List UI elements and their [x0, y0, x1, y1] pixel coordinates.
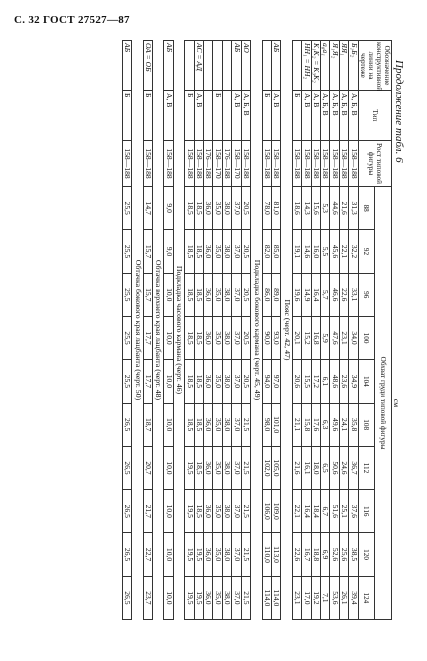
header-type: Тип: [358, 91, 391, 141]
value-cell: 20,5: [241, 316, 250, 359]
value-cell: 26,1: [339, 576, 348, 619]
value-cell: 25,6: [339, 533, 348, 576]
value-cell: 17,7: [143, 360, 152, 403]
value-cell: 25,5: [122, 316, 131, 359]
value-cell: 37,0: [232, 446, 241, 489]
figure-type-cell: А, В: [302, 91, 311, 141]
table-row: [271, 41, 280, 620]
value-cell: 78,0: [262, 187, 271, 230]
line-designation-cell: a₀a₁: [320, 41, 329, 91]
value-cell: 15,8: [302, 403, 311, 446]
value-cell: 37,0: [232, 403, 241, 446]
value-cell: 9,0: [164, 230, 173, 273]
value-cell: 21,5: [241, 576, 250, 619]
value-cell: 22,1: [339, 230, 348, 273]
size-header-100: 100: [358, 316, 375, 359]
value-cell: 15,7: [143, 273, 152, 316]
value-cell: 18,5: [194, 187, 203, 230]
section-title: Обтачка бокового края лацбанта (черт. 50): [132, 41, 143, 620]
value-cell: 106,0: [262, 490, 271, 533]
value-cell: 35,0: [213, 403, 222, 446]
height-range-cell: 158—188: [311, 141, 320, 187]
line-designation-cell: [204, 41, 213, 91]
value-cell: 26,5: [122, 533, 131, 576]
line-designation-cell: [222, 41, 231, 91]
value-cell: 18,5: [194, 316, 203, 359]
value-cell: 36,0: [204, 230, 213, 273]
height-range-cell: 158—188: [185, 141, 194, 187]
value-cell: 45,6: [330, 230, 339, 273]
value-cell: 34,0: [349, 316, 358, 359]
value-cell: 18,5: [185, 187, 194, 230]
table-row: [292, 41, 301, 620]
value-cell: 35,8: [349, 403, 358, 446]
value-cell: 26,5: [122, 403, 131, 446]
figure-type-cell: Б: [262, 91, 271, 141]
value-cell: 16,7: [302, 533, 311, 576]
value-cell: 25,5: [122, 273, 131, 316]
value-cell: 10,0: [164, 446, 173, 489]
section-title: Пояс (черт. 42, 47): [281, 41, 292, 620]
line-designation-cell: АС = АД: [194, 41, 203, 91]
value-cell: 19,1: [292, 230, 301, 273]
value-cell: 16,0: [311, 230, 320, 273]
table-row: [241, 41, 250, 620]
value-cell: 97,0: [271, 360, 280, 403]
value-cell: 20,5: [241, 273, 250, 316]
figure-type-cell: А, Б, В: [330, 91, 339, 141]
value-cell: 21,6: [292, 446, 301, 489]
value-cell: 31,3: [349, 187, 358, 230]
figure-type-cell: А, В: [164, 91, 173, 141]
line-designation-cell: К₁К₂ = К₃К₂: [311, 41, 320, 91]
value-cell: 25,5: [122, 230, 131, 273]
table-row: [302, 41, 311, 620]
value-cell: 18,5: [185, 316, 194, 359]
value-cell: 10,0: [164, 273, 173, 316]
table-row: [122, 41, 131, 620]
table-row: [232, 41, 241, 620]
height-range-cell: 158—188: [292, 141, 301, 187]
section-title: Подкладка бокового кармана (черт. 45, 49): [251, 41, 262, 620]
value-cell: 18,5: [194, 446, 203, 489]
value-cell: 18,5: [185, 360, 194, 403]
size-header-112: 112: [358, 446, 375, 489]
value-cell: 38,0: [222, 533, 231, 576]
line-designation-cell: [185, 41, 194, 91]
size-header-124: 124: [358, 576, 375, 619]
value-cell: 10,0: [164, 490, 173, 533]
value-cell: 114,0: [262, 576, 271, 619]
value-cell: 21,7: [143, 490, 152, 533]
value-cell: 24,1: [339, 403, 348, 446]
value-cell: 10,0: [164, 403, 173, 446]
height-range-cell: 158—188: [143, 141, 152, 187]
value-cell: 15,6: [311, 187, 320, 230]
value-cell: 18,5: [185, 403, 194, 446]
value-cell: 37,0: [232, 316, 241, 359]
value-cell: 36,0: [204, 360, 213, 403]
value-cell: 37,0: [232, 187, 241, 230]
figure-type-cell: [204, 91, 213, 141]
value-cell: 37,0: [232, 230, 241, 273]
measurements-table: [122, 40, 400, 620]
line-designation-cell: [262, 41, 271, 91]
value-cell: 36,0: [204, 533, 213, 576]
value-cell: 6,7: [320, 490, 329, 533]
height-range-cell: 158—188: [194, 141, 203, 187]
value-cell: 18,5: [185, 273, 194, 316]
value-cell: 18,0: [311, 446, 320, 489]
value-cell: 23,1: [339, 316, 348, 359]
value-cell: 18,5: [194, 273, 203, 316]
value-cell: 18,5: [194, 490, 203, 533]
value-cell: 113,0: [271, 533, 280, 576]
value-cell: 15,2: [302, 316, 311, 359]
value-cell: 17,7: [143, 316, 152, 359]
header-name: Обозначение конструктивной линии на чертеже: [358, 42, 391, 92]
value-cell: 21,5: [241, 533, 250, 576]
value-cell: 38,0: [222, 446, 231, 489]
value-cell: 21,6: [339, 187, 348, 230]
figure-type-cell: Б: [213, 91, 222, 141]
table-row: [311, 41, 320, 620]
value-cell: 44,6: [330, 187, 339, 230]
line-designation-cell: АБ: [232, 41, 241, 91]
value-cell: 25,5: [122, 187, 131, 230]
value-cell: 16,8: [311, 316, 320, 359]
line-designation-cell: АБ: [271, 41, 280, 91]
value-cell: 26,5: [122, 576, 131, 619]
value-cell: 24,6: [339, 446, 348, 489]
value-cell: 89,0: [271, 273, 280, 316]
height-range-cell: 158—188: [164, 141, 173, 187]
line-designation-cell: НН₁ = НН₂: [302, 41, 311, 91]
section-title-row: [132, 41, 143, 620]
header-group: Обхват груди типовой фигуры: [375, 187, 392, 620]
header-height: Рост типовой фигуры: [358, 141, 391, 187]
value-cell: 6,3: [320, 403, 329, 446]
value-cell: 35,0: [213, 230, 222, 273]
size-header-88: 88: [358, 187, 375, 230]
value-cell: 18,8: [311, 533, 320, 576]
value-cell: 36,0: [204, 187, 213, 230]
value-cell: 94,0: [262, 360, 271, 403]
table-row: [349, 41, 358, 620]
value-cell: 20,6: [292, 360, 301, 403]
section-title-row: [281, 41, 292, 620]
value-cell: 37,0: [232, 533, 241, 576]
value-cell: 23,1: [292, 576, 301, 619]
value-cell: 46,6: [330, 273, 339, 316]
value-cell: 20,5: [241, 360, 250, 403]
value-cell: 37,0: [232, 576, 241, 619]
value-cell: 26,5: [122, 446, 131, 489]
value-cell: 50,6: [330, 446, 339, 489]
value-cell: 35,0: [213, 360, 222, 403]
figure-type-cell: А, Б, В: [320, 91, 329, 141]
line-designation-cell: АБ: [122, 41, 131, 91]
height-range-cell: 176—188: [222, 141, 231, 187]
value-cell: 37,0: [232, 273, 241, 316]
figure-type-cell: А, В: [311, 91, 320, 141]
value-cell: 14,9: [302, 273, 311, 316]
value-cell: 36,0: [204, 403, 213, 446]
height-range-cell: 176—188: [204, 141, 213, 187]
table-row: [204, 41, 213, 620]
table-row: [213, 41, 222, 620]
value-cell: 17,6: [311, 403, 320, 446]
table-row: [339, 41, 348, 620]
section-title-row: [251, 41, 262, 620]
value-cell: 35,0: [213, 273, 222, 316]
value-cell: 39,4: [349, 576, 358, 619]
table-row: [320, 41, 329, 620]
value-cell: 19,5: [185, 490, 194, 533]
line-designation-cell: Я₁Я₂: [330, 41, 339, 91]
section-title-row: [173, 41, 184, 620]
value-cell: 19,6: [292, 273, 301, 316]
value-cell: 36,0: [204, 490, 213, 533]
value-cell: 6,9: [320, 533, 329, 576]
value-cell: 34,9: [349, 360, 358, 403]
value-cell: 37,6: [349, 490, 358, 533]
page-header: С. 32 ГОСТ 27527—87: [14, 14, 130, 26]
value-cell: 109,0: [271, 490, 280, 533]
figure-type-cell: [222, 91, 231, 141]
value-cell: 53,6: [330, 576, 339, 619]
value-cell: 20,7: [143, 446, 152, 489]
size-header-92: 92: [358, 230, 375, 273]
value-cell: 21,5: [241, 490, 250, 533]
value-cell: 18,5: [194, 360, 203, 403]
value-cell: 18,5: [185, 230, 194, 273]
value-cell: 85,0: [271, 230, 280, 273]
value-cell: 93,0: [271, 316, 280, 359]
value-cell: 22,6: [339, 273, 348, 316]
height-range-cell: 158—170: [213, 141, 222, 187]
value-cell: 36,7: [349, 446, 358, 489]
value-cell: 98,0: [262, 403, 271, 446]
value-cell: 5,3: [320, 187, 329, 230]
height-range-cell: 158—170: [232, 141, 241, 187]
value-cell: 26,5: [122, 490, 131, 533]
value-cell: 21,5: [241, 446, 250, 489]
value-cell: 20,5: [241, 230, 250, 273]
value-cell: 20,1: [292, 316, 301, 359]
value-cell: 101,0: [271, 403, 280, 446]
figure-type-cell: А, Б, В: [339, 91, 348, 141]
figure-type-cell: А, В: [271, 91, 280, 141]
height-range-cell: 158—188: [271, 141, 280, 187]
value-cell: 22,7: [143, 533, 152, 576]
table-body: [122, 41, 358, 620]
value-cell: 35,0: [213, 490, 222, 533]
line-designation-cell: Б₁Б₂: [349, 41, 358, 91]
figure-type-cell: А, В: [194, 91, 203, 141]
value-cell: 35,0: [213, 576, 222, 619]
value-cell: 38,0: [222, 576, 231, 619]
continuation-label: Продолжение табл. 6: [393, 60, 405, 163]
value-cell: 33,1: [349, 273, 358, 316]
value-cell: 21,5: [241, 403, 250, 446]
figure-type-cell: А, В: [232, 91, 241, 141]
height-range-cell: 158—188: [349, 141, 358, 187]
value-cell: 14,7: [143, 187, 152, 230]
size-header-120: 120: [358, 533, 375, 576]
size-header-108: 108: [358, 403, 375, 446]
value-cell: 17,2: [311, 360, 320, 403]
value-cell: 10,0: [164, 316, 173, 359]
value-cell: 20,5: [241, 187, 250, 230]
table-row: [222, 41, 231, 620]
value-cell: 38,0: [222, 230, 231, 273]
figure-type-cell: Б: [292, 91, 301, 141]
value-cell: 5,7: [320, 273, 329, 316]
value-cell: 38,0: [222, 360, 231, 403]
height-range-cell: 158—188: [122, 141, 131, 187]
value-cell: 110,0: [262, 533, 271, 576]
value-cell: 114,0: [271, 576, 280, 619]
value-cell: 38,0: [222, 273, 231, 316]
value-cell: 38,0: [222, 490, 231, 533]
height-range-cell: 158—188: [339, 141, 348, 187]
section-title: Подкладка часового кармана (черт. 46): [173, 41, 184, 620]
value-cell: 18,5: [194, 403, 203, 446]
value-cell: 15,5: [302, 360, 311, 403]
value-cell: 16,4: [311, 273, 320, 316]
value-cell: 6,5: [320, 446, 329, 489]
value-cell: 51,6: [330, 490, 339, 533]
table-row: [143, 41, 152, 620]
table-row: [194, 41, 203, 620]
value-cell: 15,7: [143, 230, 152, 273]
size-header-116: 116: [358, 490, 375, 533]
figure-type-cell: Б: [143, 91, 152, 141]
value-cell: 35,0: [213, 533, 222, 576]
value-cell: 81,0: [271, 187, 280, 230]
value-cell: 48,6: [330, 360, 339, 403]
unit-label: см: [392, 398, 401, 408]
value-cell: 16,1: [302, 446, 311, 489]
height-range-cell: 158—188: [320, 141, 329, 187]
value-cell: 19,5: [194, 533, 203, 576]
height-range-cell: 158—188: [302, 141, 311, 187]
figure-type-cell: Б: [122, 91, 131, 141]
line-designation-cell: ОА = ОБ: [143, 41, 152, 91]
value-cell: 82,0: [262, 230, 271, 273]
value-cell: 86,0: [262, 273, 271, 316]
value-cell: 38,0: [222, 403, 231, 446]
value-cell: 19,5: [185, 533, 194, 576]
value-cell: 14,6: [302, 230, 311, 273]
table-row: [330, 41, 339, 620]
value-cell: 19,5: [185, 576, 194, 619]
height-range-cell: 158—188: [262, 141, 271, 187]
value-cell: 37,0: [232, 360, 241, 403]
value-cell: 9,0: [164, 187, 173, 230]
value-cell: 37,0: [232, 490, 241, 533]
value-cell: 49,6: [330, 403, 339, 446]
value-cell: 102,0: [262, 446, 271, 489]
value-cell: 18,4: [311, 490, 320, 533]
size-header-104: 104: [358, 360, 375, 403]
value-cell: 38,5: [349, 533, 358, 576]
line-designation-cell: [213, 41, 222, 91]
value-cell: 21,1: [292, 403, 301, 446]
value-cell: 36,0: [204, 576, 213, 619]
figure-type-cell: А, Б, В: [349, 91, 358, 141]
table-head: [358, 41, 400, 620]
line-designation-cell: АБ: [164, 41, 173, 91]
value-cell: 18,7: [143, 403, 152, 446]
table-row: [164, 41, 173, 620]
value-cell: 5,9: [320, 316, 329, 359]
value-cell: 19,5: [194, 576, 203, 619]
value-cell: 36,0: [204, 316, 213, 359]
value-cell: 35,0: [213, 316, 222, 359]
value-cell: 18,6: [292, 187, 301, 230]
value-cell: 90,0: [262, 316, 271, 359]
value-cell: 16,4: [302, 490, 311, 533]
value-cell: 38,0: [222, 187, 231, 230]
value-cell: 36,0: [204, 446, 213, 489]
value-cell: 23,7: [143, 576, 152, 619]
line-designation-cell: [292, 41, 301, 91]
line-designation-cell: АО: [241, 41, 250, 91]
value-cell: 36,0: [204, 273, 213, 316]
size-header-96: 96: [358, 273, 375, 316]
value-cell: 25,1: [339, 490, 348, 533]
value-cell: 105,0: [271, 446, 280, 489]
value-cell: 52,6: [330, 533, 339, 576]
value-cell: 19,2: [311, 576, 320, 619]
figure-type-cell: А, Б, В: [241, 91, 250, 141]
value-cell: 32,2: [349, 230, 358, 273]
value-cell: 10,0: [164, 360, 173, 403]
value-cell: 22,6: [292, 533, 301, 576]
value-cell: 18,5: [194, 230, 203, 273]
table-row: [185, 41, 194, 620]
rotated-table-container: [20, 40, 400, 620]
height-range-cell: 158—188: [241, 141, 250, 187]
value-cell: 47,6: [330, 316, 339, 359]
table-row: [262, 41, 271, 620]
value-cell: 7,1: [320, 576, 329, 619]
figure-type-cell: Б: [185, 91, 194, 141]
value-cell: 17,0: [302, 576, 311, 619]
section-title-row: [153, 41, 164, 620]
value-cell: 14,3: [302, 187, 311, 230]
value-cell: 5,5: [320, 230, 329, 273]
value-cell: 35,0: [213, 187, 222, 230]
value-cell: 35,0: [213, 446, 222, 489]
value-cell: 38,0: [222, 316, 231, 359]
value-cell: 10,0: [164, 533, 173, 576]
value-cell: 22,1: [292, 490, 301, 533]
height-range-cell: 158—188: [330, 141, 339, 187]
value-cell: 19,5: [185, 446, 194, 489]
value-cell: 10,0: [164, 576, 173, 619]
value-cell: 23,6: [339, 360, 348, 403]
section-title: Обтачка верхнего края лацбанта (черт. 48): [153, 41, 164, 620]
line-designation-cell: ЯЯ₁: [339, 41, 348, 91]
value-cell: 6,1: [320, 360, 329, 403]
value-cell: 25,5: [122, 360, 131, 403]
